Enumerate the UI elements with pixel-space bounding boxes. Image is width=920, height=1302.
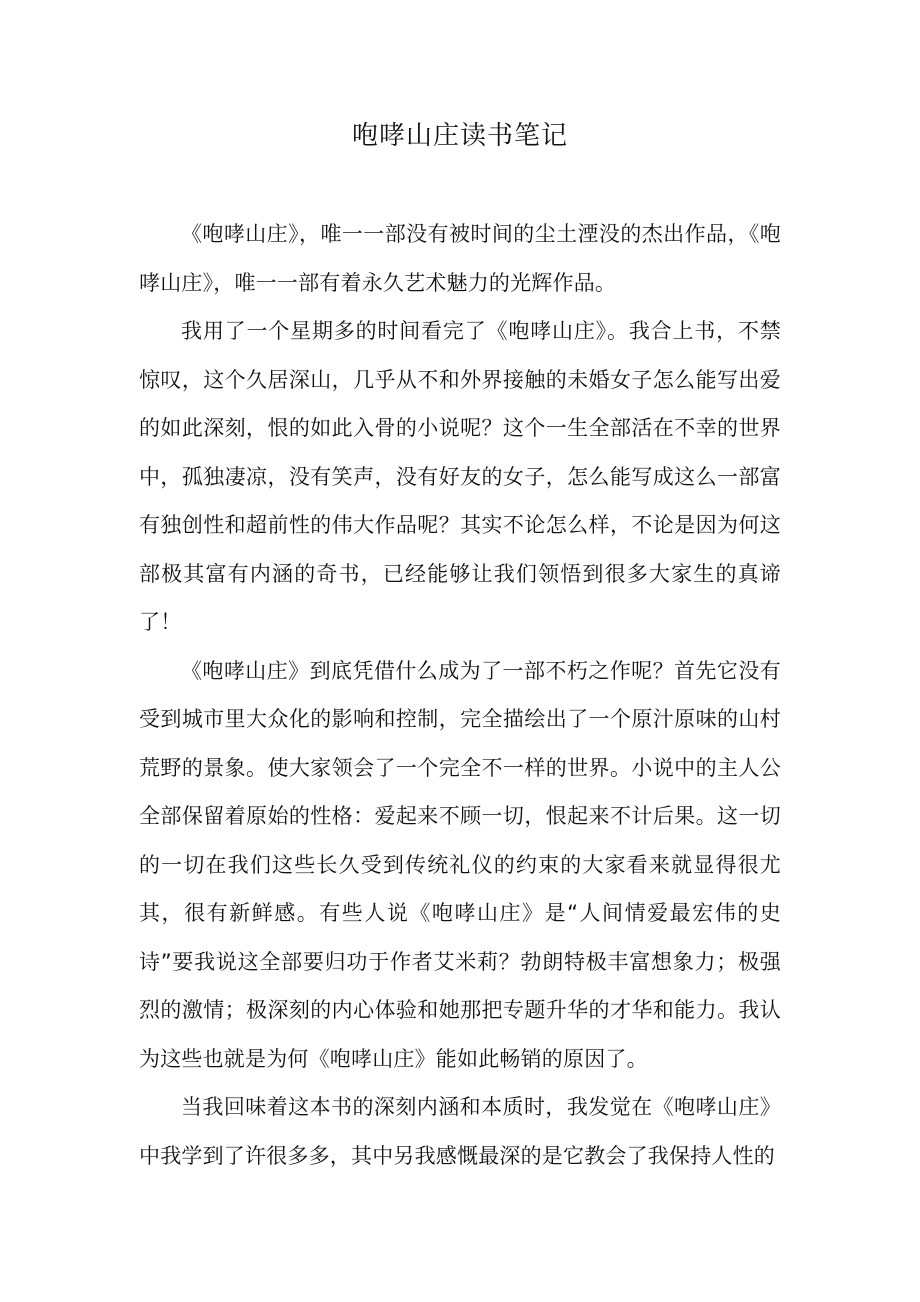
paragraph-3: 《咆哮山庄》到底凭借什么成为了一部不朽之作呢？首先它没有受到城市里大众化的影响和控制，完全描绘出了一个原汁原味的山村荒野的景象。使大家领会了一个完全不一样的世界。小说中的主人公全部保留着原始的性格：爱起来不顾一切，恨起来不计后果。这一切的一切在我们这些长久受到传统礼仪的约束的大家看来就显得很尤其，很有新鲜感。有些人说《咆哮山庄》是“人间情爱最宏伟的史诗”要我说这全部要归功于作者艾米莉？勃朗特极丰富想象力；极强烈的激情；极深刻的内心体验和她那把专题升华的才华和能力。我认为这些也就是为何《咆哮山庄》能如此畅销的原因了。 xyxy=(139,658,781,1071)
paragraph-2: 我用了一个星期多的时间看完了《咆哮山庄》。我合上书，不禁惊叹，这个久居深山，几乎从不和外界接触的未婚女子怎么能写出爱的如此深刻，恨的如此入骨的小说呢？这个一生全部活在不幸的世界中，孤独凄凉，没有笑声，没有好友的女子，怎么能写成这么一部富有独创性和超前性的伟大作品呢？其实不论怎么样，不论是因为何这部极其富有内涵的奇书，已经能够让我们领悟到很多大家生的真谛了！ xyxy=(139,319,781,634)
document-body xyxy=(139,210,781,1180)
paragraph-4: 当我回味着这本书的深刻内涵和本质时，我发觉在《咆哮山庄》中我学到了许很多多，其中另我感慨最深的是它教会了我保持人性的 xyxy=(139,1095,781,1168)
document-title: 咆哮山庄读书笔记 xyxy=(351,121,568,151)
paragraph-1: 《咆哮山庄》，唯一一部没有被时间的尘土湮没的杰出作品，《咆哮山庄》，唯一一部有着永久艺术魅力的光辉作品。 xyxy=(139,222,781,295)
